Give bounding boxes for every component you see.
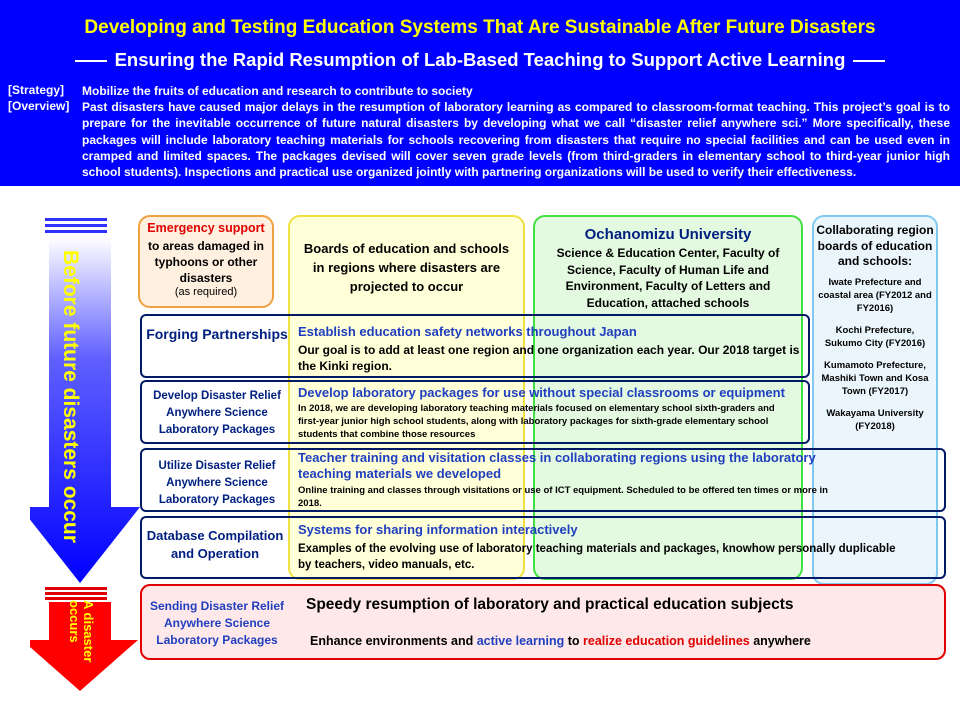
arrow-stripe: [45, 592, 107, 595]
collab-title: Collaborating region boards of education and schools:: [816, 223, 934, 268]
dash-right: [853, 60, 885, 62]
row-body: In 2018, we are developing laboratory teaching materials focused on elementary school sixth-graders and first-year junior high school students, along with laboratory packages for sixth-grade elementary school students that combine those resources: [298, 403, 775, 440]
row-title: Systems for sharing information interactively: [298, 522, 578, 537]
ochanomizu-text: Science & Education Center, Faculty of Science, Faculty of Human Life and Environment, Faculty of Letters and Education, attached schools: [556, 246, 780, 310]
collab-item: Kochi Prefecture, Sukumo City (FY2016): [824, 324, 926, 349]
row-label: Forging Partnerships: [146, 326, 288, 342]
row-label: Database Compilation and Operation: [146, 528, 284, 561]
collab-item: Kumamoto Prefecture, Mashiki Town and Kosa Town (FY2017): [821, 359, 929, 397]
collab-item: Iwate Prefecture and coastal area (FY2012 and FY2016): [818, 276, 932, 314]
emergency-support-box: [138, 215, 274, 308]
arrow-stripe: [45, 230, 107, 233]
guidelines-text: realize education guidelines: [583, 634, 750, 648]
row-body: Examples of the evolving use of laboratory teaching materials and packages, knowhow personally duplicable by teachers, video manuals, etc.: [298, 543, 896, 571]
page-subtitle: [0, 49, 960, 71]
final-line-text: anywhere: [749, 634, 811, 648]
strategy-text: Mobilize the fruits of education and research to contribute to society: [82, 84, 473, 98]
emergency-note: (as required): [174, 286, 238, 298]
final-line-text: to: [564, 634, 584, 648]
strategy-label: [Strategy]: [8, 83, 65, 97]
row-label: Develop Disaster Relief Anywhere Science Laboratory Packages: [153, 390, 281, 436]
row-body: Our goal is to add at least one region and one organization each year. Our 2018 target is the Kinki region.: [298, 343, 800, 373]
arrow-stripe: [45, 224, 107, 227]
final-line-text: Enhance environments and: [310, 634, 477, 648]
ochanomizu-title: Ochanomizu University: [584, 226, 752, 243]
emergency-title: Emergency support: [147, 221, 265, 235]
active-learning-text: active learning: [476, 634, 565, 648]
subtitle-text: Ensuring the Rapid Resumption of Lab-Based Teaching to Support Active Learning: [114, 49, 846, 70]
row-body: Online training and classes through visitations or use of ICT equipment. Scheduled to be offered ten times or more in 2018.: [298, 485, 828, 509]
final-line: [310, 634, 930, 648]
row-title: Establish education safety networks throughout Japan: [298, 324, 637, 339]
final-title: Speedy resumption of laboratory and practical education subjects: [306, 596, 794, 613]
before-arrow-label: Before future disasters occur: [59, 250, 82, 543]
disaster-arrow-label: A disaster occurs: [67, 600, 96, 663]
dash-left: [75, 60, 107, 62]
row-title: Develop laboratory packages for use without special classrooms or equipment: [298, 385, 785, 400]
final-label: Sending Disaster Relief Anywhere Science Laboratory Packages: [149, 599, 285, 647]
emergency-text: to areas damaged in typhoons or other disasters: [147, 239, 265, 285]
boards-text: Boards of education and schools in regions where disasters are projected to occur: [303, 241, 510, 294]
page-title: Developing and Testing Education Systems That Are Sustainable After Future Disasters: [84, 17, 876, 38]
overview-text: Past disasters have caused major delays in the resumption of laboratory learning as compared to classroom-format teaching. This project’s goal is to prepare for the inevitable occurrence of future natural disasters by developing what we call “disaster relief anywhere sci.” More specifically, these packages will include laboratory teaching materials for schools recovering from disasters that require no special facilities and can be used even in cramped and limited spaces. The packages devised will cover seven grade levels (from third-graders in elementary school to third-year junior high school students). Inspections and practical use organized jointly with partnering organizations will be used to verify their effectiveness.: [82, 100, 950, 180]
arrow-stripe: [45, 587, 107, 590]
row-title: Teacher training and visitation classes in collaborating regions using the laboratory teaching materials we developed: [298, 450, 816, 481]
overview-label: [Overview]: [8, 99, 70, 113]
arrow-stripe: [45, 218, 107, 221]
before-arrow-shape: [30, 237, 140, 583]
row-label: Utilize Disaster Relief Anywhere Science Laboratory Packages: [158, 460, 276, 506]
collab-item: Wakayama University (FY2018): [826, 407, 924, 432]
